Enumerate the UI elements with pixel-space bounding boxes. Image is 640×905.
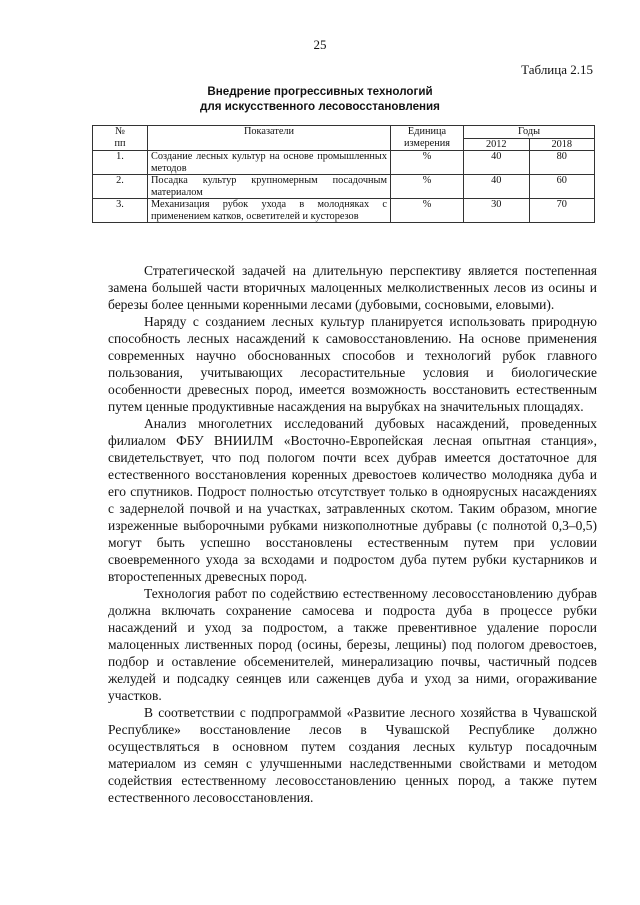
table-row <box>93 199 595 223</box>
row-indicator: Механизация рубок ухода в молодняках с применением катков, осветителей и кусторезов <box>148 199 391 223</box>
table-row <box>93 151 595 175</box>
header-year-2012: 2012 <box>464 138 530 151</box>
paragraph: Наряду с созданием лесных культур планируется использовать природную способность лесных насаждений к самовосстановлению. На основе применения современных научно обоснованных способов и технологий рубок главного пользования, учитывающих лесорастительные условия и биологические особенности древесных пород, имеется возможность восстановить естественным путем ценные продуктивные насаждения на вырубках на значительных площадях. <box>108 314 597 414</box>
row-unit: % <box>391 175 464 199</box>
row-unit: % <box>391 199 464 223</box>
row-value-2018: 60 <box>529 175 595 199</box>
table-title-line-1: Внедрение прогрессивных технологий <box>207 85 433 98</box>
table-header-row <box>93 126 595 139</box>
header-indicators: Показатели <box>148 126 391 151</box>
table-title-line-2: для искусственного лесовосстановления <box>200 100 440 113</box>
table-row <box>93 175 595 199</box>
paragraph: В соответствии с подпрограммой «Развитие лесного хозяйства в Чувашской Республике» восстановление лесов в Чувашской Республике должно осуществляться в основном путем создания лесных культур посадочным материалом из семян с улучшенными наследственными свойствами и методом содействия естественному лесовосстановлению ценных пород, а также путем естественного лесовосстановления. <box>108 705 597 805</box>
table-title <box>0 84 640 114</box>
technology-table <box>92 125 595 223</box>
table-label: Таблица 2.15 <box>521 62 593 77</box>
row-value-2012: 30 <box>464 199 530 223</box>
row-value-2012: 40 <box>464 151 530 175</box>
row-indicator: Посадка культур крупномерным посадочным материалом <box>148 175 391 199</box>
row-unit: % <box>391 151 464 175</box>
header-num: № пп <box>93 126 148 151</box>
body-text <box>108 262 597 806</box>
row-indicator: Создание лесных культур на основе промышленных методов <box>148 151 391 175</box>
paragraph: Технология работ по содействию естественному лесовосстановлению дубрав должна включать сохранение самосева и подроста дуба в процессе рубки насаждений и уход за подростом, а также превентивное удаление поросли малоценных лиственных пород (осины, березы, лещины) под пологом древостоев, подбор и оставление обсеменителей, минерализацию почвы, частичный подсев желудей и подсадку сеянцев или саженцев дуба и уход за ними, огораживание участков. <box>108 586 597 703</box>
header-unit: Единица измерения <box>391 126 464 151</box>
row-value-2018: 80 <box>529 151 595 175</box>
page-number: 25 <box>313 37 327 52</box>
header-years: Годы <box>464 126 595 139</box>
paragraph: Анализ многолетних исследований дубовых насаждений, проведенных филиалом ФБУ ВНИИЛМ «Восточно-Европейская лесная опытная станция», свидетельствует, что под пологом почти всех дубрав имеется достаточное для естественного восстановления коренных древостоев количество молодняка дуба и его спутников. Подрост полностью отсутствует только в одноярусных насаждениях с задернелой почвой и на участках, затравленных скотом. Таким образом, многие изреженные выборочными рубками низкополнотные дубравы (с полнотой 0,3–0,5) могут быть успешно восстановлены естественным путем при условии своевременного ухода за всходами и подростом дуба путем рубки кустарников и второстепенных древесных пород. <box>108 416 597 584</box>
row-value-2012: 40 <box>464 175 530 199</box>
row-value-2018: 70 <box>529 199 595 223</box>
row-num: 2. <box>93 175 148 199</box>
row-num: 3. <box>93 199 148 223</box>
paragraph: Стратегической задачей на длительную перспективу является постепенная замена большей части вторичных малоценных мелколиственных лесов из осины и березы более ценными коренными лесами (дубовыми, сосновыми, еловыми). <box>108 263 597 312</box>
header-year-2018: 2018 <box>529 138 595 151</box>
row-num: 1. <box>93 151 148 175</box>
